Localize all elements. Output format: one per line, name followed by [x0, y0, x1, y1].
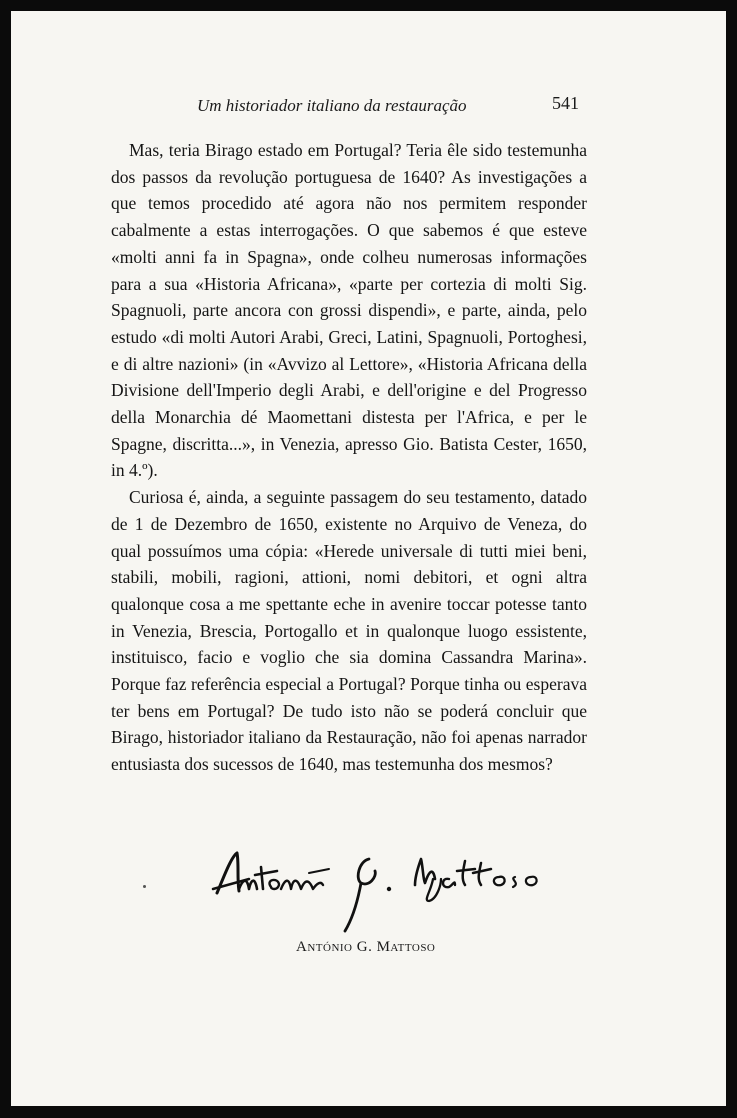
- paragraph: Curiosa é, ainda, a seguinte passagem do seu testamento, datado de 1 de Dezembro de 1650, existente no Arquivo de Veneza, do qual possuímos uma cópia: «Herede universale di tutti miei beni, stabili, mobili, ragioni, attioni, nomi debitori, et ogni altra qualonque cosa a me spettante eche in avenire toccar potesse tanto in Venezia, Brescia, Portogallo et in qualonque luogo essistente, instituisco, facio e voglio che sia domina Cassandra Marina». Porque faz referência especial a Portugal? Porque tinha ou esperava ter bens em Portugal? De tudo isto não se poderá concluir que Birago, historiador italiano da Restauração, não foi apenas narrador entusiasta dos sucessos de 1640, mas testemunha dos mesmos?: [111, 487, 587, 775]
- print-speck: [143, 885, 146, 888]
- handwritten-signature: [209, 849, 569, 939]
- signature-drawing: [209, 849, 569, 939]
- running-header-title: Um historiador italiano da restauração: [197, 96, 467, 115]
- article-body: [111, 137, 587, 778]
- paragraph: Mas, teria Birago estado em Portugal? Teria êle sido testemunha dos passos da revolução portuguesa de 1640? As investigações a que temos procedido até agora não nos permitem responder cabalmente a estas interrogações. O que sabemos é que esteve «molti anni fa in Spagna», onde colheu numerosas informações para a sua «Historia Africana», «parte per cortezia di molti Sig. Spagnuoli, parte ancora con grossi dispendi», e parte, ainda, pelo estudo «di molti Autori Arabi, Greci, Latini, Spagnuoli, Portoghesi, e di altre nazioni» (in «Avvizo al Lettore», «Historia Africana della Divisione dell'Imperio degli Arabi, e dell'origine e del Progresso della Monarchia dé Maomettani distesta per l'Africa, e per le Spagne, discritta...», in Venezia, apresso Gio. Batista Cester, 1650, in 4.º).: [111, 140, 587, 481]
- author-name: António G. Mattoso: [296, 939, 436, 955]
- document-page: [11, 11, 726, 1106]
- page-number: 541: [552, 93, 579, 113]
